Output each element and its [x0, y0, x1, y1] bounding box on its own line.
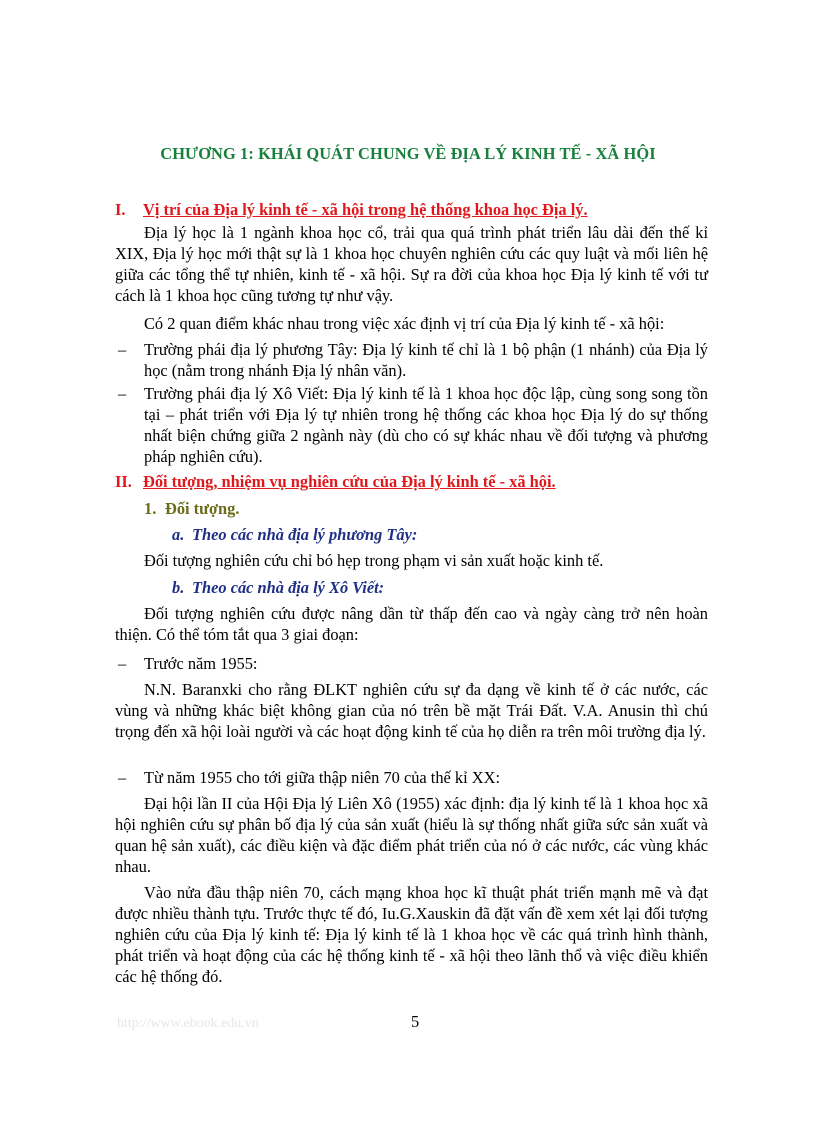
section-number: II.: [115, 472, 132, 491]
section-title: Vị trí của Địa lý kinh tế - xã hội trong hệ thống khoa học Địa lý.: [143, 200, 588, 219]
paragraph: Vào nửa đầu thập niên 70, cách mạng khoa học kĩ thuật phát triển mạnh mẽ và đạt được nhiều thành tựu. Trước thực tế đó, Iu.G.Xauskin đã đặt vấn đề xem xét lại đối tượng nghiên cứu của Địa lý kinh tế: Địa lý kinh tế là 1 khoa học về các quá trình hình thành, phát triển và hoạt động của các hệ thống kinh tế - xã hội theo lãnh thổ và việc điều khiển các hệ thống đó.: [115, 883, 708, 986]
list-item: [115, 767, 708, 788]
subheading-title: Theo các nhà địa lý phương Tây:: [192, 525, 418, 544]
list-item-text: Trường phái địa lý Xô Viết: Địa lý kinh tế là 1 khoa học độc lập, cùng song song tồn tại – phát triển với Địa lý tự nhiên trong hệ thống các khoa học Địa lý do sự thống nhất biện chứng giữa 2 ngành này (dù cho có sự khác nhau về đối tượng và phương pháp nghiên cứu).: [144, 384, 708, 466]
chapter-title: CHƯƠNG 1: KHÁI QUÁT CHUNG VỀ ĐỊA LÝ KINH TẾ - XÃ HỘI: [160, 144, 656, 163]
paragraph: Đối tượng nghiên cứu chỉ bó hẹp trong phạm vi sản xuất hoặc kinh tế.: [144, 551, 604, 570]
paragraph: Địa lý học là 1 ngành khoa học cổ, trải qua quá trình phát triển lâu dài đến thế kỉ XIX, Địa lý học mới thật sự là 1 khoa học chuyên nghiên cứu các quy luật và mối liên hệ giữa các tổng thể tự nhiên, kinh tế - xã hội. Sự ra đời của khoa học Địa lý kinh tế với tư cách là 1 khoa học cũng tương tự như vậy.: [115, 223, 708, 305]
subheading-title: Theo các nhà địa lý Xô Viết:: [192, 578, 385, 597]
list-item-text: Từ năm 1955 cho tới giữa thập niên 70 của thế kỉ XX:: [144, 768, 500, 787]
list-item: [115, 339, 708, 381]
section-title: Đối tượng, nhiệm vụ nghiên cứu của Địa lý kinh tế - xã hội.: [143, 472, 556, 491]
dash-bullet: –: [118, 654, 127, 673]
list-item-text: Trường phái địa lý phương Tây: Địa lý kinh tế chỉ là 1 bộ phận (1 nhánh) của Địa lý học (nằm trong nhánh Địa lý nhân văn).: [144, 340, 708, 380]
footer-url: http://www.ebook.edu.vn: [117, 1016, 259, 1031]
subheading-title: Đối tượng.: [165, 499, 240, 518]
paragraph: Đại hội lần II của Hội Địa lý Liên Xô (1955) xác định: địa lý kinh tế là 1 khoa học xã hội nghiên cứu sự phân bố địa lý của sản xuất (hiểu là sự thống nhất giữa sức sản xuất và quan hệ sản xuất), các điều kiện và đặc điểm phát triển của nó ở các nước, các vùng khác nhau.: [115, 794, 708, 876]
subheading-letter: a.: [172, 525, 185, 544]
subheading-letter: b.: [172, 578, 185, 597]
paragraph: N.N. Baranxki cho rằng ĐLKT nghiên cứu sự đa dạng về kinh tế ở các nước, các vùng và những khác biệt không gian của nó trên bề mặt Trái Đất. V.A. Anusin thì chú trọng đến xã hội loài người và các hoạt động kinh tế của họ diễn ra trên môi trường địa lý.: [115, 680, 708, 741]
list-item-text: Trước năm 1955:: [144, 654, 258, 673]
dash-bullet: –: [118, 384, 127, 403]
list-item: [115, 383, 708, 467]
paragraph: Đối tượng nghiên cứu được nâng dần từ thấp đến cao và ngày càng trở nên hoàn thiện. Có thể tóm tắt qua 3 giai đoạn:: [115, 604, 708, 644]
section-number: I.: [115, 200, 126, 219]
subheading-number: 1.: [144, 499, 157, 518]
page-number: 5: [411, 1012, 420, 1031]
dash-bullet: –: [118, 340, 127, 359]
paragraph: Có 2 quan điểm khác nhau trong việc xác định vị trí của Địa lý kinh tế - xã hội:: [144, 314, 665, 333]
list-item: [115, 653, 708, 674]
dash-bullet: –: [118, 768, 127, 787]
